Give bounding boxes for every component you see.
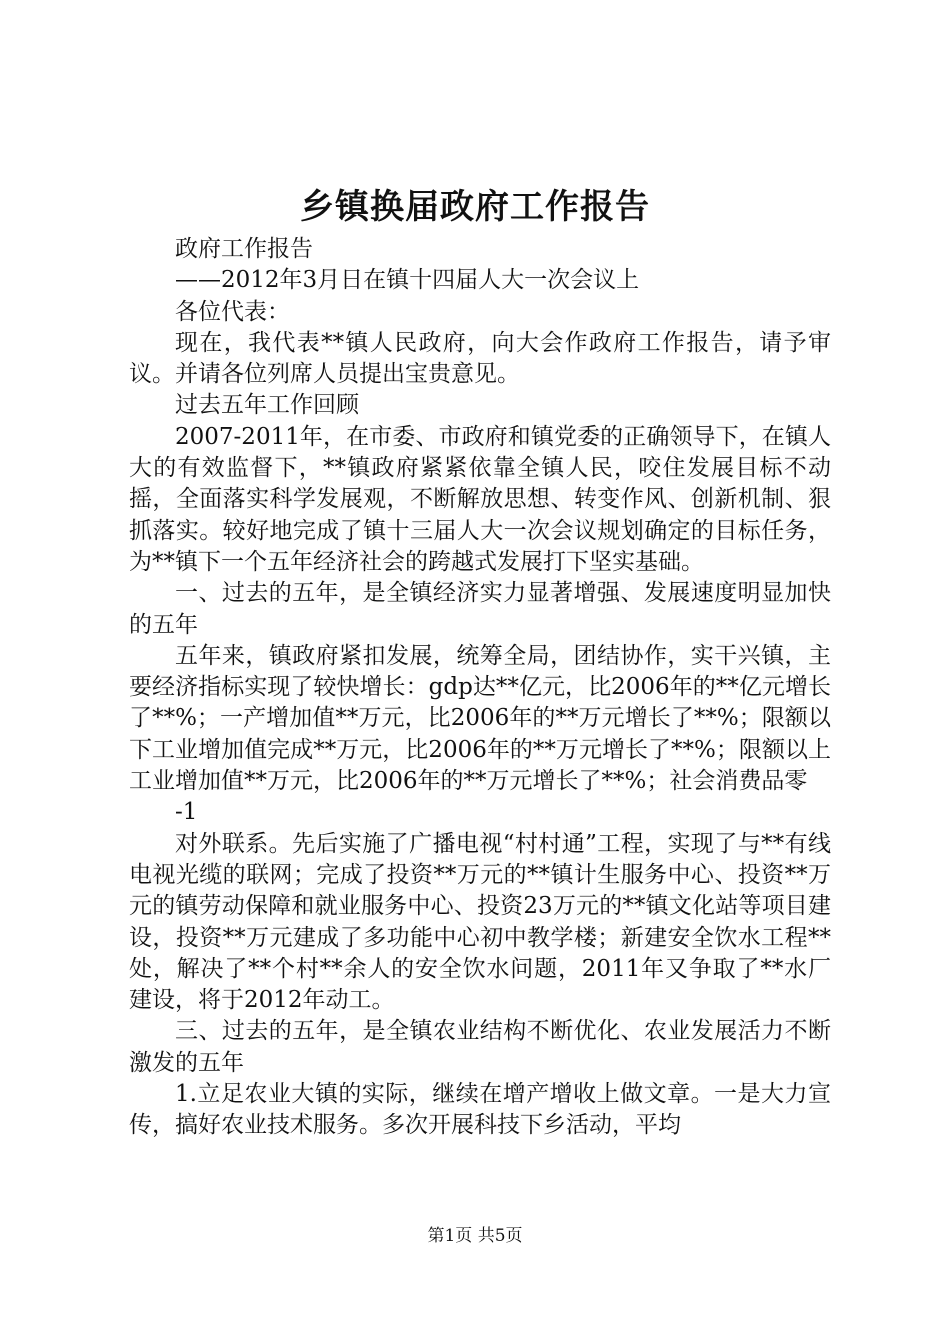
page-footer: 第1页 共5页 (427, 1226, 523, 1246)
salutation: 各位代表： (175, 298, 290, 325)
report-subtitle: ——2012年3月日在镇十四届人大一次会议上 (175, 267, 640, 294)
paragraph-review: 2007-2011年，在市委、市政府和镇党委的正确领导下，在镇人大的有效监督下，**镇政府紧紧依靠全镇人民，咬住发展目标不动摇，全面落实科学发展观，不断解放思想、转变作风、创新机制、狠抓落实。较好地完成了镇十三届人大一次会议规划确定的目标任务，为**镇下一个五年经济社会的跨越式发展打下坚实基础。 (129, 423, 831, 575)
report-name: 政府工作报告 (175, 236, 313, 262)
paragraph-infrastructure: 对外联系。先后实施了广播电视“村村通”工程，实现了与**有线电视光缆的联网；完成了投资**万元的**镇计生服务中心、投资**万元的镇劳动保障和就业服务中心、投资23万元的**镇文化站等项目建设，投资**万元建成了多功能中心初中教学楼；新建安全饮水工程**处，解决了**个村**余人的安全饮水问题，2011年又争取了**水厂建设，将于2012年动工。 (129, 830, 831, 1014)
inline-page-mark: -1 (175, 799, 198, 826)
paragraph-economy: 五年来，镇政府紧扣发展，统筹全局，团结协作，实干兴镇，主要经济指标实现了较快增长：gdp达**亿元，比2006年的**亿元增长了**%；一产增加值**万元，比2006年的**万元增长了**%；限额以下工业增加值完成**万元，比2006年的**万元增长了**%；限额以上工业增加值**万元，比2006年的**万元增长了**%；社会消费品零 (129, 642, 831, 795)
paragraph-agriculture: 1.立足农业大镇的实际，继续在增产增收上做文章。一是大力宣传，搞好农业技术服务。多次开展科技下乡活动，平均 (129, 1081, 831, 1139)
section-heading-one: 一、过去的五年，是全镇经济实力显著增强、发展速度明显加快的五年 (129, 580, 831, 638)
section-heading-three: 三、过去的五年，是全镇农业结构不断优化、农业发展活力不断激发的五年 (129, 1018, 831, 1076)
document-title: 乡镇换届政府工作报告 (300, 187, 650, 227)
paragraph-intro: 现在，我代表**镇人民政府，向大会作政府工作报告，请予审议。并请各位列席人员提出宝贵意见。 (129, 329, 831, 388)
section-heading-review: 过去五年工作回顾 (175, 392, 359, 419)
document-body (129, 234, 831, 1142)
